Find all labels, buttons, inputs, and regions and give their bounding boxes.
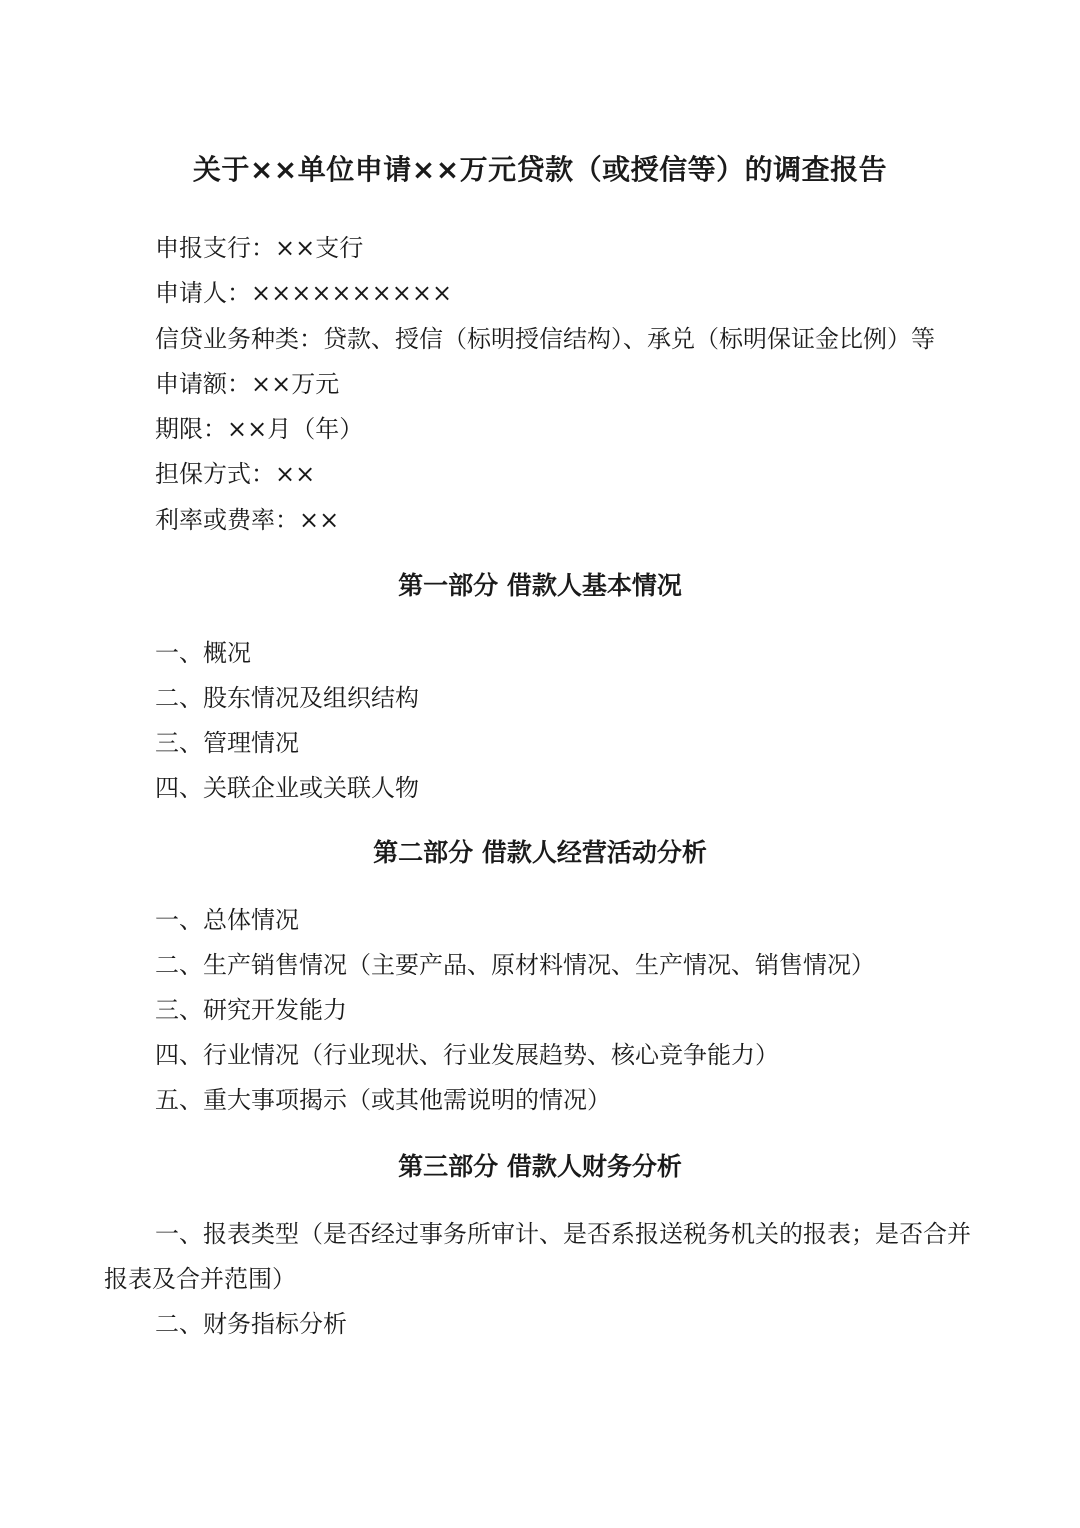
section-items: [0, 631, 1035, 811]
guarantee-line: 担保方式：××: [155, 460, 316, 489]
amount-line: 申请额：××万元: [155, 369, 340, 398]
branch-line: 申报支行：××支行: [155, 234, 364, 262]
list-item: 二、财务指标分析: [155, 1310, 347, 1338]
business-type-line: 信贷业务种类：贷款、授信（标明授信结构）、承兑（标明保证金比例）等: [155, 324, 935, 353]
section-part-three: [0, 1147, 1080, 1347]
rate-line: 利率或费率：××: [155, 505, 340, 534]
applicant-line: 申请人：××××××××××: [155, 279, 453, 308]
section-part-one: [0, 566, 1080, 811]
list-item: 二、股东情况及组织结构: [155, 684, 419, 712]
list-item: 四、行业情况（行业现状、行业发展趋势、核心竞争能力）: [155, 1041, 779, 1069]
list-item: 五、重大事项揭示（或其他需说明的情况）: [155, 1086, 611, 1114]
section-heading: 第二部分 借款人经营活动分析: [373, 838, 707, 867]
section-items: [0, 1302, 1080, 1347]
section-items: [0, 898, 1035, 1123]
document-title: 关于××单位申请××万元贷款（或授信等）的调查报告: [192, 153, 888, 186]
list-item: 二、生产销售情况（主要产品、原材料情况、生产情况、销售情况）: [155, 951, 875, 979]
list-item: 三、管理情况: [155, 729, 299, 757]
section-part-two: [0, 833, 1080, 1123]
report-type-paragraph: 一、报表类型（是否经过事务所审计、是否系报送税务机关的报表；是否合并报表及合并范围）: [104, 1220, 971, 1293]
application-info: [155, 226, 1035, 543]
list-item: 三、研究开发能力: [155, 996, 347, 1024]
section-heading: 第一部分 借款人基本情况: [398, 571, 682, 600]
section-heading: 第三部分 借款人财务分析: [398, 1152, 682, 1181]
term-line: 期限：××月（年）: [155, 415, 364, 444]
list-item: 四、关联企业或关联人物: [155, 774, 419, 802]
list-item: 一、总体情况: [155, 906, 299, 934]
list-item: 一、概况: [155, 639, 251, 667]
